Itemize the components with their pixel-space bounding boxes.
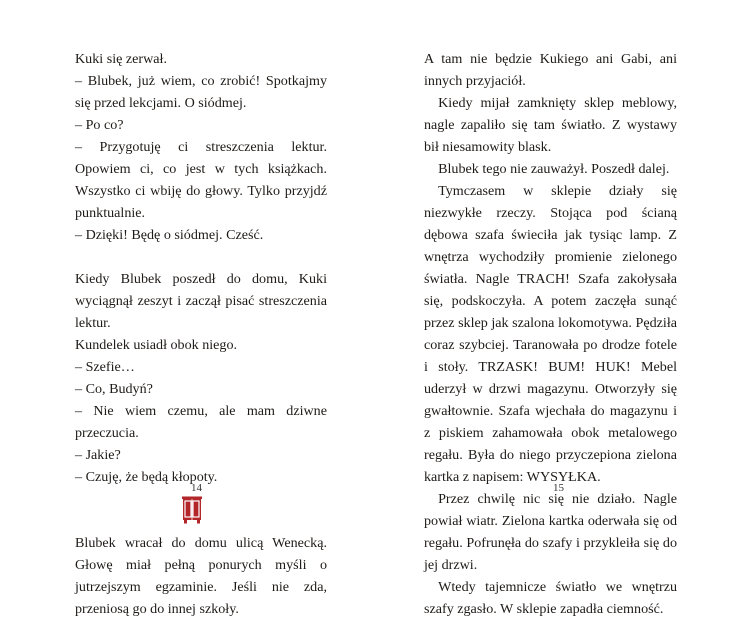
left-page-text bbox=[75, 48, 327, 620]
page-number: 15 bbox=[553, 482, 564, 494]
right-page bbox=[375, 0, 750, 617]
page-number: 14 bbox=[191, 482, 202, 494]
paragraph: – Blubek, już wiem, co zrobić! Spotkajmy się przed lekcjami. O siódmej. bbox=[75, 73, 327, 111]
paragraph: Wtedy tajemnicze światło we wnętrzu szafy zgasło. W sklepie zapadła ciemność. bbox=[424, 579, 677, 617]
paragraph: – Jakie? bbox=[75, 447, 121, 463]
paragraph: – Nie wiem czemu, ale mam dziwne przeczucia. bbox=[75, 403, 327, 441]
right-page-text bbox=[424, 48, 677, 620]
paragraph: Kuki się zerwał. bbox=[75, 51, 167, 67]
paragraph: Przez chwilę nic się nie działo. Nagle powiał wiatr. Zielona kartka oderwała się od regału. Pofrunęła do szafy i przykleiła się do jej drzwi. bbox=[424, 491, 677, 573]
paragraph: Kundelek usiadł obok niego. bbox=[75, 337, 238, 353]
left-page bbox=[0, 0, 375, 617]
paragraph: Kiedy mijał zamknięty sklep meblowy, nagle zapaliło się tam światło. Z wystawy bił niesamowity blask. bbox=[424, 95, 677, 155]
wardrobe-icon bbox=[182, 496, 202, 524]
paragraph: Tymczasem w sklepie działy się niezwykłe rzeczy. Stojąca pod ścianą dębowa szafa świeciła jak tysiąc lamp. Z wnętrza wychodziły promienie zielonego światła. Nagle TRACH! Szafa zakołysała się, podskoczyła. A potem zaczęła sunąć przez sklep jak szalona lokomotywa. Pędziła coraz szybciej. Taranowała po drodze fotele i stoły. TRZASK! BUM! HUK! Mebel uderzył w drzwi magazynu. Otworzyły się gwałtownie. Szafa wjechała do magazynu i z piskiem zahamowała obok metalowego regału. Była do niego przyczepiona zielona kartka z napisem: WYSYŁKA. bbox=[424, 183, 677, 485]
paragraph: Blubek wracał do domu ulicą Wenecką. Głowę miał pełną ponurych myśli o jutrzejszym egzaminie. Jeśli nie zda, przeniosą go do innej szkoły. bbox=[75, 535, 327, 617]
paragraph: – Przygotuję ci streszczenia lektur. Opowiem ci, co jest w tych książkach. Wszystko ci wbiję do głowy. Tylko przyjdź punktualnie. bbox=[75, 139, 327, 221]
section-ornament bbox=[57, 488, 327, 532]
paragraph: – Szefie… bbox=[75, 359, 135, 375]
paragraph: – Czuję, że będą kłopoty. bbox=[75, 469, 218, 485]
paragraph: A tam nie będzie Kukiego ani Gabi, ani innych przyjaciół. bbox=[424, 51, 677, 89]
paragraph: – Co, Budyń? bbox=[75, 381, 153, 397]
paragraph: – Dzięki! Będę o siódmej. Cześć. bbox=[75, 227, 264, 243]
paragraph: Blubek tego nie zauważył. Poszedł dalej. bbox=[438, 161, 670, 177]
paragraph: Kiedy Blubek poszedł do domu, Kuki wyciągnął zeszyt i zaczął pisać streszczenia lektur. bbox=[75, 271, 327, 331]
paragraph: – Po co? bbox=[75, 117, 124, 133]
